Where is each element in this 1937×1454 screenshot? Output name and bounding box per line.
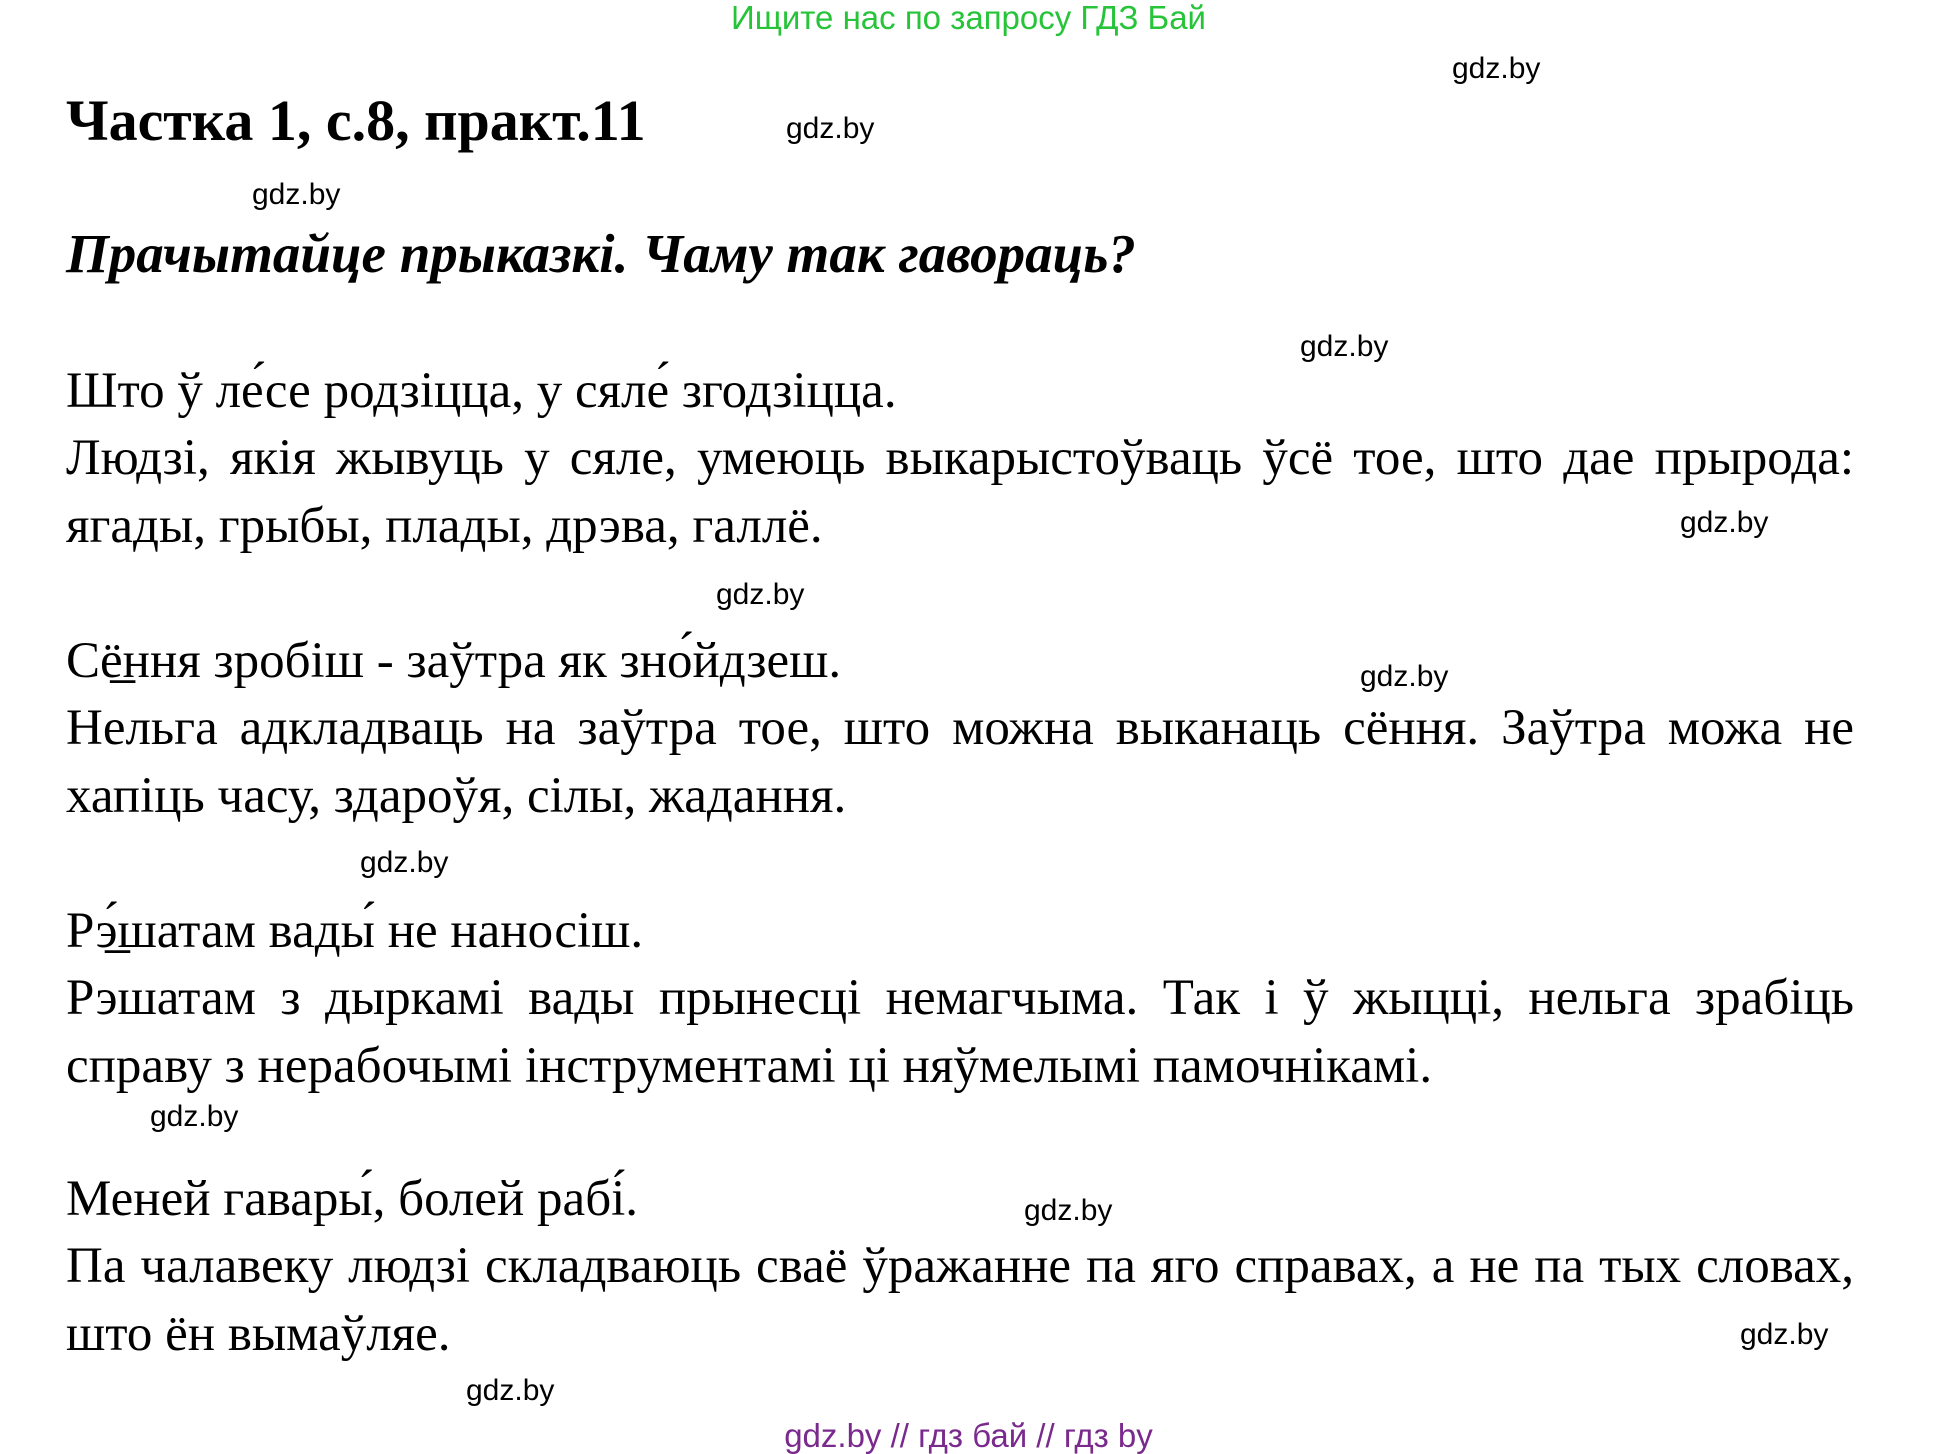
watermark: gdz.by: [1452, 52, 1541, 85]
explanation-4: Па чалавеку людзі складваюць сваё ўражанне па яго справах, а не па тых словах, што ён вымаўляе.: [66, 1238, 1854, 1362]
explanation-1: Людзі, якія жывуць у сяле, умеюць выкарыстоўваць ўсё тое, што дае прырода: ягады, грыбы, плады, дрэва, галлё.: [66, 430, 1854, 554]
watermark: gdz.by: [466, 1374, 555, 1407]
watermark: gdz.by: [252, 178, 341, 211]
watermark: gdz.by: [716, 578, 805, 611]
watermark: gdz.by: [360, 846, 449, 879]
watermark: gdz.by: [1740, 1318, 1829, 1351]
proverb-1: Што ў ле́се родзіцца, у сяле́ згодзіцца.: [66, 363, 897, 419]
watermark: gdz.by: [1680, 506, 1769, 539]
explanation-3: Рэшатам з дыркамі вады прынесці немагчыма. Так і ў жыцці, нельга зрабіць справу з нерабочымі інструментамі ці няўмелымі памочнікамі.: [66, 970, 1854, 1094]
explanation-2: Нельга адкладваць на заўтра тое, што можна выканаць сёння. Заўтра можа не хапіць часу, здароўя, сілы, жадання.: [66, 700, 1854, 824]
watermark: gdz.by: [786, 112, 875, 145]
page-heading: Частка 1, с.8, практ.11: [66, 88, 646, 153]
footer-links: gdz.by // гдз бай // гдз by: [784, 1417, 1153, 1454]
proverb-4: Меней гавары́, болей рабі́.: [66, 1171, 639, 1227]
proverb-3: Рэ̲́шатам вады́ не наносіш.: [66, 903, 644, 959]
watermark: gdz.by: [150, 1100, 239, 1133]
task-prompt: Прачытайце прыказкі. Чаму так гавораць?: [66, 223, 1136, 284]
proverb-2: Сё̲ння зробіш - заўтра як зно́йдзеш.: [66, 633, 842, 689]
watermark: gdz.by: [1024, 1194, 1113, 1227]
top-banner: Ищите нас по запросу ГДЗ Бай: [731, 0, 1206, 36]
watermark: gdz.by: [1300, 330, 1389, 363]
watermark: gdz.by: [1360, 660, 1449, 693]
